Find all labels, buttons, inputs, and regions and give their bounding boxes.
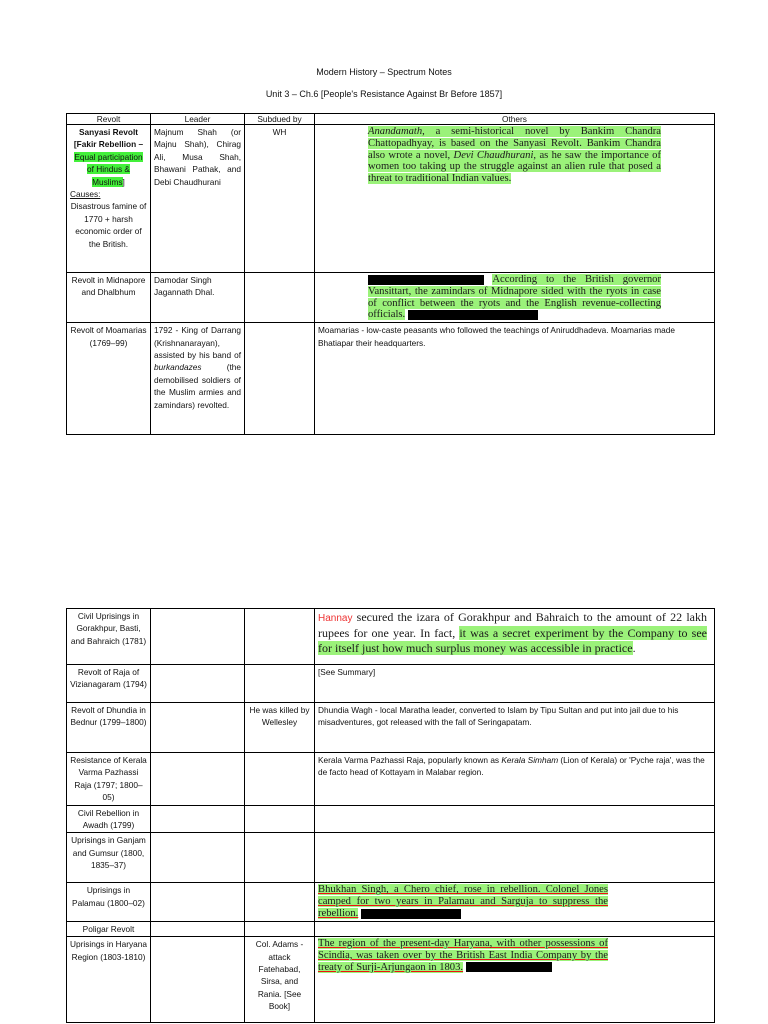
table-row: [67, 883, 715, 921]
scanned-excerpt: [318, 126, 711, 185]
excerpt-part: , a semi-historical novel by Bankim Chandra Chattopadhyay, is based on the Sanyasi Revolt. Bankim Chandra also wrote a novel,: [368, 126, 661, 161]
subdued-cell: [245, 883, 315, 921]
page-title: Modern History – Spectrum Notes: [316, 67, 452, 77]
revolt-highlight-note: Equal participation of Hindus & Muslims: [74, 151, 143, 187]
bracket-close: ]: [122, 176, 125, 187]
table-row: [67, 665, 715, 703]
table-row: [67, 323, 715, 435]
others-cell: [315, 921, 715, 936]
subdued-cell: WH: [245, 125, 315, 273]
revolt-name: Sanyasi Revolt: [78, 127, 139, 137]
others-text-italic: Kerala Simham: [501, 755, 559, 765]
subdued-cell: [245, 323, 315, 435]
others-cell: [315, 805, 715, 833]
excerpt-part-highlight: it was a secret experiment by the Company to see for itself just how much surplus money was accessible in practice: [318, 626, 707, 655]
table-row: [67, 703, 715, 753]
table-header-row: [67, 114, 715, 125]
revolt-cell: Civil Rebellion in Awadh (1799): [67, 805, 151, 833]
page-subtitle: Unit 3 – Ch.6 [People's Resistance Against Br Before 1857]: [265, 89, 503, 99]
revolt-alt-name: [Fakir Rebellion –: [73, 139, 144, 150]
revolt-cell: Uprisings in Haryana Region (1803-1810): [67, 937, 151, 1023]
table-row: [67, 921, 715, 936]
table-row: [67, 753, 715, 806]
subdued-cell: [245, 921, 315, 936]
leader-cell: [151, 665, 245, 703]
leader-cell: [151, 323, 245, 435]
revolt-cell: Revolt of Raja of Vizianagaram (1794): [67, 665, 151, 703]
revolts-table-1: [66, 113, 715, 435]
excerpt-part: Anandamath: [368, 126, 423, 137]
excerpt-part: .: [632, 641, 636, 655]
redaction-bar: [408, 310, 538, 320]
subdued-cell: [245, 833, 315, 883]
subdued-cell: [245, 665, 315, 703]
leader-text: (the demobilised soldiers of the Muslim armies and zamindars) revolted.: [154, 362, 241, 410]
excerpt-part: secured the izara of Gorakhpur and Bahraich to the amount of 22 lakh rupees for one year. In fact,: [318, 610, 707, 640]
table-row: [67, 609, 715, 665]
redaction-bar: [368, 275, 484, 285]
leader-cell: [151, 833, 245, 883]
redaction-bar: [466, 962, 552, 972]
others-cell: [315, 937, 715, 1023]
excerpt-highlight: Bhukhan Singh, a Chero chief, rose in rebellion. Colonel Jones camped for two years in Palamau and Sarguja to suppress the rebellion.: [318, 884, 608, 920]
leader-cell: [151, 753, 245, 806]
leader-cell: [151, 937, 245, 1023]
subdued-cell: [245, 753, 315, 806]
table-row: [67, 273, 715, 323]
causes-label: Causes:: [70, 189, 101, 200]
others-cell: [315, 125, 715, 273]
subdued-cell: He was killed by Wellesley: [245, 703, 315, 753]
column-header-leader: Leader: [151, 114, 245, 125]
redaction-bar: [361, 909, 461, 919]
leader-cell: Majnum Shah (or Majnu Shah), Chirag Ali, Musa Shah, Bhawani Pathak, and Debi Chaudhurani: [151, 125, 245, 273]
others-cell: [See Summary]: [315, 665, 715, 703]
revolts-table-2: [66, 608, 715, 1023]
subdued-cell: [245, 609, 315, 665]
handwritten-note: Hannay: [318, 613, 353, 624]
excerpt-part: According to the British governor Vansittart, the zamindars of Midnapore sided with the ryots in case of conflict between the ryots and the English revenue-collecting officials.: [368, 274, 661, 321]
excerpt-highlight: The region of the present-day Haryana, with other possessions of Scindia, was taken over by the British East India Company by the treaty of Surji-Arjungaon in 1803.: [318, 938, 608, 973]
subdued-cell: [245, 273, 315, 323]
revolt-cell: Uprisings in Ganjam and Gumsur (1800, 1835–37): [67, 833, 151, 883]
others-text: (Lion of Kerala) or 'Pyche raja', was the de facto head of Kottayam in Malabar region.: [318, 755, 705, 778]
scanned-excerpt: [318, 938, 608, 973]
others-cell: [315, 753, 715, 806]
revolt-cell: Revolt of Moamarias (1769–99): [67, 323, 151, 435]
table-row: [67, 833, 715, 883]
column-header-revolt: Revolt: [67, 114, 151, 125]
others-cell: [315, 883, 715, 921]
column-header-others: Others: [315, 114, 715, 125]
others-cell: Dhundia Wagh - local Maratha leader, converted to Islam by Tipu Sultan and put into jail due to his misadventures, got released with the fall of Seringapatam.: [315, 703, 715, 753]
excerpt-part: Devi Chaudhurani: [453, 149, 534, 161]
revolt-cell: Civil Uprisings in Gorakhpur, Basti, and Bahraich (1781): [67, 609, 151, 665]
subdued-cell: [245, 805, 315, 833]
table-row: [67, 805, 715, 833]
revolt-cell: [67, 125, 151, 273]
column-header-subdued: Subdued by: [245, 114, 315, 125]
leader-cell: [151, 921, 245, 936]
subdued-cell: Col. Adams - attack Fatehabad, Sirsa, and Rania. [See Book]: [245, 937, 315, 1023]
others-text: Kerala Varma Pazhassi Raja, popularly known as: [318, 755, 502, 765]
scanned-excerpt: [318, 610, 711, 656]
others-cell: [315, 273, 715, 323]
revolt-cell: Resistance of Kerala Varma Pazhassi Raja (1797; 1800–05): [67, 753, 151, 806]
revolt-cell: Poligar Revolt: [67, 921, 151, 936]
excerpt-part: , as he saw the importance of women too taking up the struggle against an alien rule that posed a threat to traditional Indian values.: [368, 149, 661, 185]
leader-cell: Damodar Singh Jagannath Dhal.: [151, 273, 245, 323]
revolt-cell: Revolt of Dhundia in Bednur (1799–1800): [67, 703, 151, 753]
leader-text-italic: burkandazes: [154, 362, 202, 373]
leader-cell: [151, 609, 245, 665]
others-cell: [315, 833, 715, 883]
scanned-excerpt: [318, 884, 608, 919]
others-cell: Moamarias - low-caste peasants who followed the teachings of Aniruddhadeva. Moamarias made Bhatiapar their headquarters.: [315, 323, 715, 435]
leader-cell: [151, 805, 245, 833]
table-row: [67, 937, 715, 1023]
leader-cell: [151, 703, 245, 753]
leader-text: 1792 - King of Darrang (Krishnanarayan), assisted by his band of: [154, 325, 241, 360]
causes-text: Disastrous famine of 1770 + harsh economic order of the British.: [70, 201, 147, 249]
leader-cell: [151, 883, 245, 921]
revolt-cell: Revolt in Midnapore and Dhalbhum: [67, 273, 151, 323]
revolt-cell: Uprisings in Palamau (1800–02): [67, 883, 151, 921]
others-cell: [315, 609, 715, 665]
scanned-excerpt: [318, 274, 711, 321]
table-row: [67, 125, 715, 273]
